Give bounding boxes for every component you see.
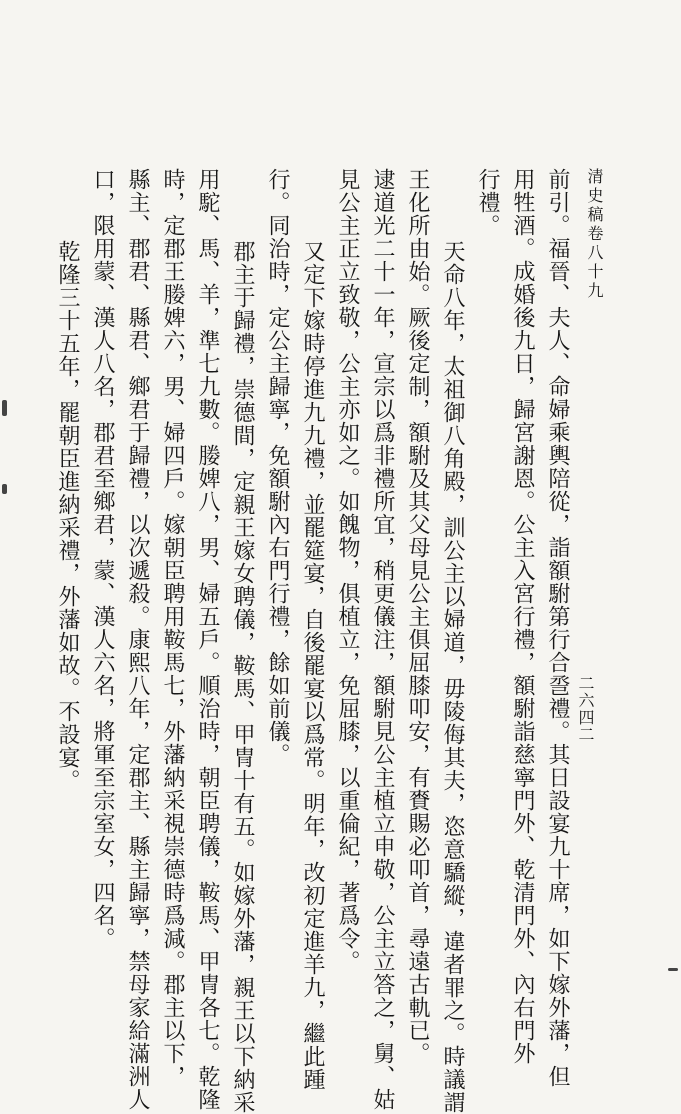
text-column-9: 行。同治時，定公主歸寧，免額駙內右門行禮，餘如前儀。 [265, 168, 290, 766]
text-column-10: 郡主于歸禮，崇德間，定親王嫁女聘儀，鞍馬、甲冑十有五。如嫁外藩，親王以下納采 [230, 240, 255, 1114]
text-column-15: 乾隆三十五年，罷朝臣進納采禮，外藩如故。不設宴。 [55, 240, 80, 792]
text-column-1: 前引。福晉、夫人、命婦乘輿陪從，詣額駙第行合巹禮。其日設宴九十席，如下嫁外藩，但 [545, 168, 570, 1088]
text-column-2: 用牲酒。成婚後九日，歸宮謝恩。公主入宮行禮，額駙詣慈寧門外、乾清門外、內右門外 [510, 168, 535, 1065]
scan-edge-mark [668, 968, 678, 971]
scan-edge-mark [2, 484, 7, 494]
text-column-13: 縣主、郡君、縣君、鄉君于歸禮，以次遞殺。康熙八年，定郡主、縣主歸寧，禁母家給滿洲人 [125, 168, 150, 1111]
text-column-5: 王化所由始。厥後定制，額駙及其父母見公主俱屈膝叩安，有賚賜必叩首，尋遠古軌已。 [405, 168, 430, 1065]
text-column-12: 時，定郡王媵婢六，男、婦四戶。嫁朝臣聘用鞍馬七，外藩納采視崇德時爲減。郡主以下， [160, 168, 185, 1088]
text-column-3: 行禮。 [475, 168, 500, 237]
text-column-6: 逮道光二十一年，宣宗以爲非禮所宜，稍更儀注，額駙見公主植立申敬，公主立答之，舅、姑 [370, 168, 395, 1111]
scan-edge-mark [2, 400, 7, 416]
running-header: 清史稿卷八十九 [585, 168, 604, 301]
page-number: 二六四二 [576, 675, 595, 743]
text-column-4: 天命八年，太祖御八角殿，訓公主以婦道，毋陵侮其夫，恣意驕縱，違者罪之。時議謂 [440, 240, 465, 1114]
text-column-11: 用駝、馬、羊，準七九數。媵婢八，男、婦五戶。順治時，朝臣聘儀，鞍馬、甲冑各七。乾隆 [195, 168, 220, 1111]
text-column-7: 見公主正立致敬，公主亦如之。如餽物，俱植立，免屈膝，以重倫紀，著爲令。 [335, 168, 360, 973]
text-column-14: 口，限用蒙、漢人八名，郡君至鄉君，蒙、漢人六名，將軍至宗室女，四名。 [90, 168, 115, 950]
text-column-8: 又定下嫁時停進九九禮，並罷筵宴，自後罷宴以爲常。明年，改初定進羊九，繼此踵 [300, 240, 325, 1091]
